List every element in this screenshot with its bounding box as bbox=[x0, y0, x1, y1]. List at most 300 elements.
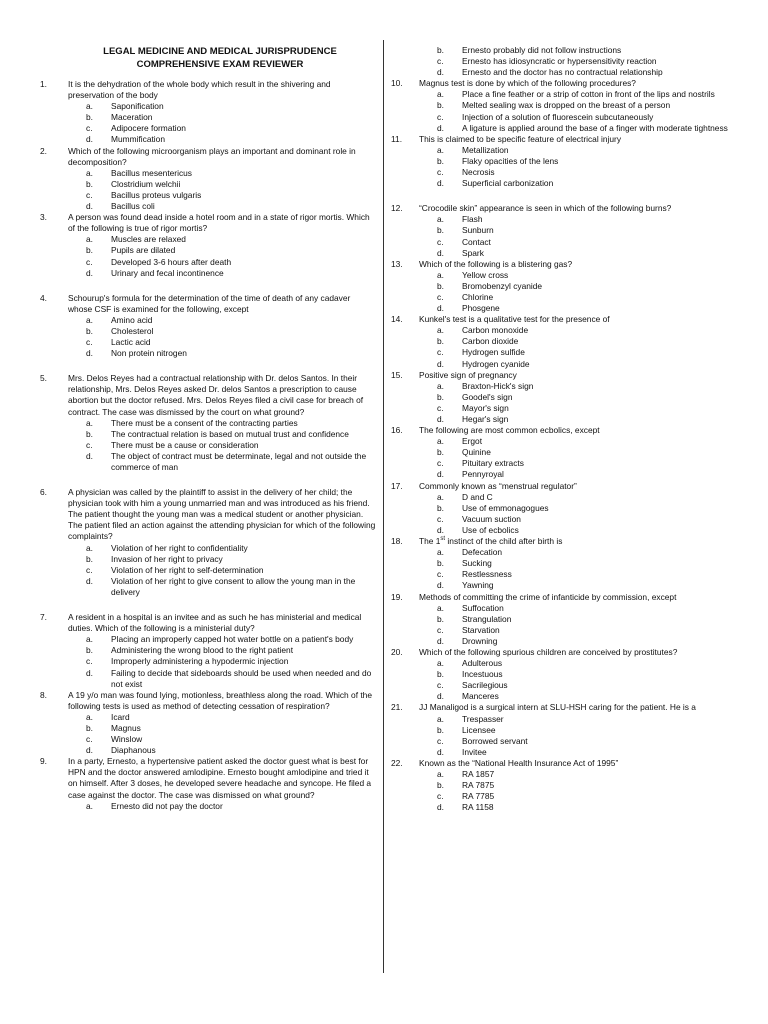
option-text: Amino acid bbox=[111, 314, 153, 325]
option-letter: c. bbox=[86, 189, 93, 200]
option-text: Borrowed servant bbox=[462, 735, 528, 746]
question-number: 18. bbox=[391, 536, 403, 547]
answer-option bbox=[437, 67, 731, 78]
option-text: RA 7875 bbox=[462, 780, 495, 791]
option-letter: b. bbox=[437, 100, 444, 111]
answer-option bbox=[437, 156, 731, 167]
answer-option bbox=[86, 565, 376, 576]
option-letter: a. bbox=[437, 380, 444, 391]
answer-option bbox=[86, 337, 376, 348]
question-number: 20. bbox=[391, 646, 403, 657]
question-item bbox=[40, 146, 376, 213]
option-text: Developed 3-6 hours after death bbox=[111, 256, 232, 267]
option-letter: d. bbox=[437, 178, 444, 189]
question-number: 15. bbox=[391, 369, 403, 380]
option-letter: b. bbox=[86, 553, 93, 564]
question-header bbox=[40, 487, 376, 542]
question-text: It is the dehydration of the whole body which result in the shivering and preservation of the body bbox=[68, 79, 331, 101]
option-letter: d. bbox=[437, 414, 444, 424]
answer-option bbox=[437, 691, 731, 702]
answer-option bbox=[437, 281, 731, 292]
option-letter: c. bbox=[86, 123, 93, 134]
option-letter: a. bbox=[86, 417, 93, 428]
option-letter: c. bbox=[437, 458, 444, 469]
option-text: Violation of her right to self-determination bbox=[111, 564, 264, 575]
option-text: Melted sealing wax is dropped on the breast of a person bbox=[462, 100, 671, 111]
option-letter: d. bbox=[437, 469, 444, 480]
option-letter: b. bbox=[437, 155, 444, 166]
answer-option bbox=[437, 112, 731, 123]
question-item bbox=[40, 756, 376, 811]
answer-option bbox=[437, 791, 731, 802]
option-letter: c. bbox=[437, 347, 444, 358]
option-letter: b. bbox=[437, 280, 444, 291]
answer-option bbox=[86, 245, 376, 256]
option-text: Drowning bbox=[462, 635, 498, 646]
option-text: Superficial carbonization bbox=[462, 178, 554, 189]
option-text: Quinine bbox=[462, 447, 491, 458]
answer-option bbox=[437, 436, 731, 447]
question-header bbox=[391, 647, 731, 658]
option-letter: a. bbox=[437, 769, 444, 779]
option-text: Diaphanous bbox=[111, 745, 156, 756]
option-text: Hydrogen cyanide bbox=[462, 358, 530, 369]
question-header bbox=[391, 78, 731, 89]
question-text: Known as the “National Health Insurance Act of 1995” bbox=[419, 757, 619, 768]
option-text: RA 1158 bbox=[462, 802, 494, 813]
answer-option bbox=[86, 179, 376, 190]
option-letter: c. bbox=[86, 564, 93, 575]
option-text: Winslow bbox=[111, 734, 143, 745]
answer-option bbox=[437, 225, 731, 236]
option-text: Goodel's sign bbox=[462, 391, 513, 402]
question-header bbox=[391, 425, 731, 436]
option-letter: a. bbox=[86, 167, 93, 178]
option-letter: c. bbox=[437, 624, 444, 635]
option-text: Muscles are relaxed bbox=[111, 234, 186, 245]
option-text: Ernesto probably did not follow instructions bbox=[462, 45, 622, 55]
option-letter: d. bbox=[437, 524, 444, 535]
question-item bbox=[40, 79, 376, 146]
option-text: Non protein nitrogen bbox=[111, 348, 187, 359]
question-text: Which of the following is a blistering gas? bbox=[419, 258, 573, 269]
option-text: Sucking bbox=[462, 558, 492, 569]
question-number: 17. bbox=[391, 480, 403, 491]
option-letter: a. bbox=[86, 314, 93, 325]
option-letter: d. bbox=[86, 201, 93, 212]
option-letter: c. bbox=[437, 167, 444, 178]
option-letter: b. bbox=[437, 669, 444, 680]
answer-option bbox=[437, 603, 731, 614]
question-header bbox=[391, 481, 731, 492]
option-letter: b. bbox=[437, 502, 444, 513]
question-header bbox=[391, 536, 731, 547]
answer-option bbox=[437, 359, 731, 370]
option-letter: a. bbox=[437, 602, 444, 613]
option-letter: c. bbox=[437, 513, 444, 524]
question-number: 3. bbox=[40, 212, 47, 223]
question-header bbox=[40, 79, 376, 101]
answer-option bbox=[437, 447, 731, 458]
answer-option bbox=[437, 214, 731, 225]
option-letter: d. bbox=[437, 247, 444, 258]
question-item bbox=[391, 203, 731, 258]
answer-option bbox=[437, 381, 731, 392]
answer-option bbox=[437, 469, 731, 480]
answer-option bbox=[437, 625, 731, 636]
option-text: Metallization bbox=[462, 144, 509, 155]
answer-option bbox=[437, 658, 731, 669]
option-text: The object of contract must be determinate, legal and not outside the commerce of man bbox=[111, 450, 367, 472]
option-letter: c. bbox=[437, 569, 444, 580]
option-letter: a. bbox=[437, 436, 444, 447]
option-letter: d. bbox=[86, 134, 93, 145]
option-text: Contact bbox=[462, 236, 491, 247]
answer-option bbox=[437, 100, 731, 111]
option-text: Violation of her right to give consent to allow the young man in the delivery bbox=[111, 575, 356, 597]
option-letter: d. bbox=[86, 745, 93, 756]
question-item bbox=[391, 134, 731, 189]
option-text: RA 7785 bbox=[462, 791, 495, 802]
option-text: Yellow cross bbox=[462, 269, 509, 280]
option-text: Pituitary extracts bbox=[462, 458, 524, 469]
option-letter: a. bbox=[86, 634, 93, 645]
question-item bbox=[391, 647, 731, 702]
option-text: Adipocere formation bbox=[111, 123, 186, 134]
option-letter: b. bbox=[437, 447, 444, 458]
answer-option bbox=[86, 634, 376, 645]
option-text: Ernesto did not pay the doctor bbox=[111, 800, 223, 811]
option-letter: d. bbox=[437, 358, 444, 369]
answer-option bbox=[437, 237, 731, 248]
question-header bbox=[391, 702, 731, 713]
question-number: 14. bbox=[391, 314, 403, 325]
answer-option bbox=[86, 723, 376, 734]
question-number: 6. bbox=[40, 487, 47, 498]
option-text: Use of emmonagogues bbox=[462, 502, 549, 513]
option-letter: d. bbox=[437, 746, 444, 757]
option-letter: c. bbox=[437, 735, 444, 746]
option-text: Bromobenzyl cyanide bbox=[462, 280, 543, 291]
question-text: JJ Manaligod is a surgical intern at SLU-HSH caring for the patient. He is a bbox=[419, 702, 696, 713]
option-text: Improperly administering a hypodermic injection bbox=[111, 656, 289, 667]
option-letter: a. bbox=[437, 214, 444, 225]
answer-option bbox=[437, 414, 731, 425]
question-item bbox=[40, 690, 376, 757]
question-item bbox=[391, 536, 731, 591]
option-text: Lactic acid bbox=[111, 337, 151, 348]
answer-option bbox=[437, 458, 731, 469]
answer-option bbox=[437, 525, 731, 536]
option-text: Defecation bbox=[462, 547, 503, 558]
question-number: 13. bbox=[391, 258, 403, 269]
answer-option bbox=[437, 780, 731, 791]
option-letter: b. bbox=[437, 613, 444, 624]
answer-option bbox=[86, 101, 376, 112]
option-letter: b. bbox=[86, 325, 93, 336]
answer-option bbox=[437, 325, 731, 336]
answer-option bbox=[86, 112, 376, 123]
continued-options bbox=[391, 45, 731, 78]
answer-option bbox=[437, 392, 731, 403]
option-letter: b. bbox=[86, 245, 93, 256]
question-text: Commonly known as “menstrual regulator” bbox=[419, 480, 577, 491]
option-letter: d. bbox=[437, 691, 444, 702]
question-text: Which of the following spurious children are conceived by prostitutes? bbox=[419, 646, 678, 657]
option-text: Mummification bbox=[111, 134, 165, 145]
option-text: Saponification bbox=[111, 101, 164, 112]
answer-option bbox=[437, 736, 731, 747]
answer-option bbox=[437, 178, 731, 189]
option-letter: b. bbox=[437, 225, 444, 236]
answer-option bbox=[86, 543, 376, 554]
option-letter: c. bbox=[437, 56, 444, 67]
option-text: Ernesto has idiosyncratic or hypersensitivity reaction bbox=[462, 56, 657, 67]
question-item bbox=[40, 373, 376, 473]
question-item bbox=[391, 592, 731, 647]
question-number: 4. bbox=[40, 292, 47, 303]
answer-option bbox=[437, 492, 731, 503]
question-text: Mrs. Delos Reyes had a contractual relationship with Dr. delos Santos. In their relationship, Mrs. Delos Reyes asked Dr. delos Santos a prescription to cause abortion but the doctor refused. Mrs. Delos Reyes filed a civil case for breach of contract. The case was dismissed by the court on what ground? bbox=[68, 373, 364, 417]
option-text: Bacillus mesentericus bbox=[111, 167, 192, 178]
right-question-list bbox=[391, 78, 731, 813]
question-text: Positive sign of pregnancy bbox=[419, 369, 517, 380]
question-number: 11. bbox=[391, 133, 403, 144]
answer-option bbox=[437, 558, 731, 569]
answer-option bbox=[86, 326, 376, 337]
question-text: This is claimed to be specific feature of electrical injury bbox=[419, 133, 622, 144]
answer-option bbox=[86, 576, 376, 598]
option-text: Violation of her right to confidentiality bbox=[111, 542, 248, 553]
option-text: Trespasser bbox=[462, 713, 504, 724]
option-text: Spark bbox=[462, 247, 484, 258]
answer-option bbox=[86, 257, 376, 268]
option-text: Sacrilegious bbox=[462, 680, 508, 691]
option-text: Invitee bbox=[462, 746, 487, 757]
option-letter: a. bbox=[437, 491, 444, 502]
answer-option bbox=[437, 636, 731, 647]
option-letter: d. bbox=[437, 635, 444, 646]
option-letter: c. bbox=[437, 402, 444, 413]
option-text: Restlessness bbox=[462, 569, 512, 580]
question-text: “Crocodile skin” appearance is seen in which of the following burns? bbox=[419, 203, 672, 214]
option-letter: c. bbox=[86, 656, 93, 667]
option-letter: b. bbox=[86, 178, 93, 189]
column-divider bbox=[383, 40, 384, 973]
left-column bbox=[40, 0, 376, 812]
option-text: Maceration bbox=[111, 112, 153, 123]
option-letter: d. bbox=[437, 303, 444, 314]
option-text: Suffocation bbox=[462, 602, 504, 613]
option-letter: d. bbox=[86, 348, 93, 359]
answer-option bbox=[437, 270, 731, 281]
answer-option bbox=[437, 123, 731, 134]
answer-option bbox=[437, 503, 731, 514]
option-text: The contractual relation is based on mutual trust and confidence bbox=[111, 428, 349, 439]
question-text: The 1st instinct of the child after birth is bbox=[419, 536, 563, 547]
answer-option bbox=[437, 45, 731, 56]
option-letter: d. bbox=[437, 67, 444, 78]
option-text: Injection of a solution of fluorescein subcutaneously bbox=[462, 111, 654, 122]
option-text: Pupils are dilated bbox=[111, 245, 176, 256]
option-text: Place a fine feather or a strip of cotton in front of the lips and nostrils bbox=[462, 89, 715, 100]
question-item bbox=[40, 212, 376, 279]
answer-option bbox=[86, 418, 376, 429]
option-letter: c. bbox=[437, 291, 444, 302]
question-number: 12. bbox=[391, 203, 403, 214]
answer-option bbox=[86, 712, 376, 723]
question-text: In a party, Ernesto, a hypertensive patient asked the doctor guest what is best for HPN and the doctor answered amlodipine. Ernesto bought amlodipine and tried it on himself. After 3 doses, he developed severe headache and syncope. He filed a case against the doctor. The case was dismissed on what ground? bbox=[68, 756, 372, 800]
option-text: Pennyroyal bbox=[462, 469, 504, 480]
option-text: D and C bbox=[462, 491, 493, 502]
option-text: Necrosis bbox=[462, 167, 495, 178]
question-item bbox=[391, 758, 731, 813]
answer-option bbox=[437, 248, 731, 259]
answer-option bbox=[86, 168, 376, 179]
answer-option bbox=[86, 315, 376, 326]
option-text: Clostridium welchii bbox=[111, 178, 181, 189]
option-text: Hydrogen sulfide bbox=[462, 347, 525, 358]
answer-option bbox=[437, 725, 731, 736]
question-item bbox=[391, 314, 731, 369]
option-letter: d. bbox=[437, 580, 444, 591]
option-text: Sunburn bbox=[462, 225, 494, 236]
question-header bbox=[391, 592, 731, 603]
question-header bbox=[40, 293, 376, 315]
question-text: A person was found dead inside a hotel room and in a state of rigor mortis. Which of the following is true of rigor mortis? bbox=[68, 212, 370, 234]
answer-option bbox=[86, 440, 376, 451]
answer-option bbox=[437, 669, 731, 680]
question-item bbox=[391, 78, 731, 133]
option-letter: c. bbox=[437, 791, 444, 802]
option-text: Bacillus proteus vulgaris bbox=[111, 189, 202, 200]
question-header bbox=[391, 134, 731, 145]
question-text: The following are most common ecbolics, except bbox=[419, 425, 600, 436]
question-text: Magnus test is done by which of the following procedures? bbox=[419, 78, 636, 89]
question-item bbox=[391, 370, 731, 425]
answer-option bbox=[437, 145, 731, 156]
answer-option bbox=[437, 167, 731, 178]
option-letter: b. bbox=[86, 428, 93, 439]
answer-option bbox=[437, 89, 731, 100]
question-number: 9. bbox=[40, 756, 47, 767]
option-text: Yawning bbox=[462, 580, 494, 591]
option-text: Incestuous bbox=[462, 669, 503, 680]
answer-option bbox=[437, 802, 731, 813]
question-header bbox=[40, 690, 376, 712]
option-text: Urinary and fecal incontinence bbox=[111, 267, 224, 278]
question-text: A resident in a hospital is an invitee and as such he has ministerial and medical duties. Which of the following is a ministerial duty? bbox=[68, 612, 362, 634]
option-text: Strangulation bbox=[462, 613, 512, 624]
option-text: Phosgene bbox=[462, 303, 500, 314]
answer-option bbox=[437, 680, 731, 691]
question-header bbox=[391, 259, 731, 270]
option-text: Cholesterol bbox=[111, 325, 154, 336]
option-text: Mayor's sign bbox=[462, 402, 509, 413]
answer-option bbox=[86, 656, 376, 667]
question-header bbox=[40, 612, 376, 634]
option-letter: a. bbox=[437, 144, 444, 155]
option-letter: d. bbox=[86, 667, 93, 678]
answer-option bbox=[86, 190, 376, 201]
option-text: There must be a consent of the contracting parties bbox=[111, 417, 298, 428]
option-letter: c. bbox=[437, 236, 444, 247]
question-text: Schourup's formula for the determination of the time of death of any cadaver whose CSF is examined for the following, except bbox=[68, 292, 351, 314]
question-item bbox=[40, 487, 376, 598]
question-number: 2. bbox=[40, 145, 47, 156]
answer-option bbox=[437, 292, 731, 303]
option-letter: a. bbox=[437, 325, 444, 336]
answer-option bbox=[86, 429, 376, 440]
answer-option bbox=[437, 747, 731, 758]
answer-option bbox=[437, 580, 731, 591]
superscript-text: st bbox=[440, 536, 446, 543]
answer-option bbox=[437, 614, 731, 625]
question-number: 21. bbox=[391, 702, 403, 713]
question-item bbox=[391, 259, 731, 314]
option-letter: d. bbox=[437, 122, 444, 133]
question-header bbox=[391, 203, 731, 214]
question-text: Methods of committing the crime of infanticide by commission, except bbox=[419, 591, 677, 602]
option-letter: c. bbox=[86, 337, 93, 348]
question-number: 19. bbox=[391, 591, 403, 602]
question-number: 7. bbox=[40, 612, 47, 623]
option-text: Administering the wrong blood to the right patient bbox=[111, 645, 294, 656]
option-text: Vacuum suction bbox=[462, 513, 521, 524]
question-item bbox=[391, 481, 731, 536]
option-text: Use of ecbolics bbox=[462, 524, 519, 535]
question-header bbox=[391, 758, 731, 769]
option-text: Icard bbox=[111, 711, 130, 722]
answer-option bbox=[437, 56, 731, 67]
question-text: Kunkel's test is a qualitative test for the presence of bbox=[419, 314, 610, 325]
answer-option bbox=[437, 336, 731, 347]
option-text: RA 1857 bbox=[462, 769, 495, 779]
question-header bbox=[391, 314, 731, 325]
option-letter: c. bbox=[437, 111, 444, 122]
answer-option bbox=[437, 769, 731, 780]
answer-option bbox=[86, 348, 376, 359]
option-text: Ernesto and the doctor has no contractual relationship bbox=[462, 67, 663, 78]
option-letter: a. bbox=[437, 89, 444, 100]
option-letter: a. bbox=[86, 234, 93, 245]
question-number: 8. bbox=[40, 689, 47, 700]
answer-option bbox=[437, 547, 731, 558]
answer-option bbox=[86, 745, 376, 756]
option-letter: b. bbox=[437, 336, 444, 347]
option-text: Chlorine bbox=[462, 291, 494, 302]
question-text: A 19 y/o man was found lying, motionless, breathless along the road. Which of the following tests is used as method of detecting cessation of respiration? bbox=[68, 689, 372, 711]
question-number: 10. bbox=[391, 78, 403, 89]
option-letter: b. bbox=[437, 780, 444, 791]
question-header bbox=[391, 370, 731, 381]
option-text: Braxton-Hick's sign bbox=[462, 380, 534, 391]
answer-option bbox=[437, 303, 731, 314]
option-text: Starvation bbox=[462, 624, 500, 635]
question-number: 1. bbox=[40, 79, 47, 89]
question-header bbox=[40, 212, 376, 234]
answer-option bbox=[437, 403, 731, 414]
question-item bbox=[391, 702, 731, 757]
question-item bbox=[40, 293, 376, 360]
right-column bbox=[391, 0, 731, 813]
question-item bbox=[391, 425, 731, 480]
option-text: Manceres bbox=[462, 691, 499, 702]
answer-option bbox=[86, 268, 376, 279]
question-header bbox=[40, 146, 376, 168]
option-letter: a. bbox=[437, 713, 444, 724]
question-text: Which of the following microorganism plays an important and dominant role in decomposition? bbox=[68, 145, 356, 167]
